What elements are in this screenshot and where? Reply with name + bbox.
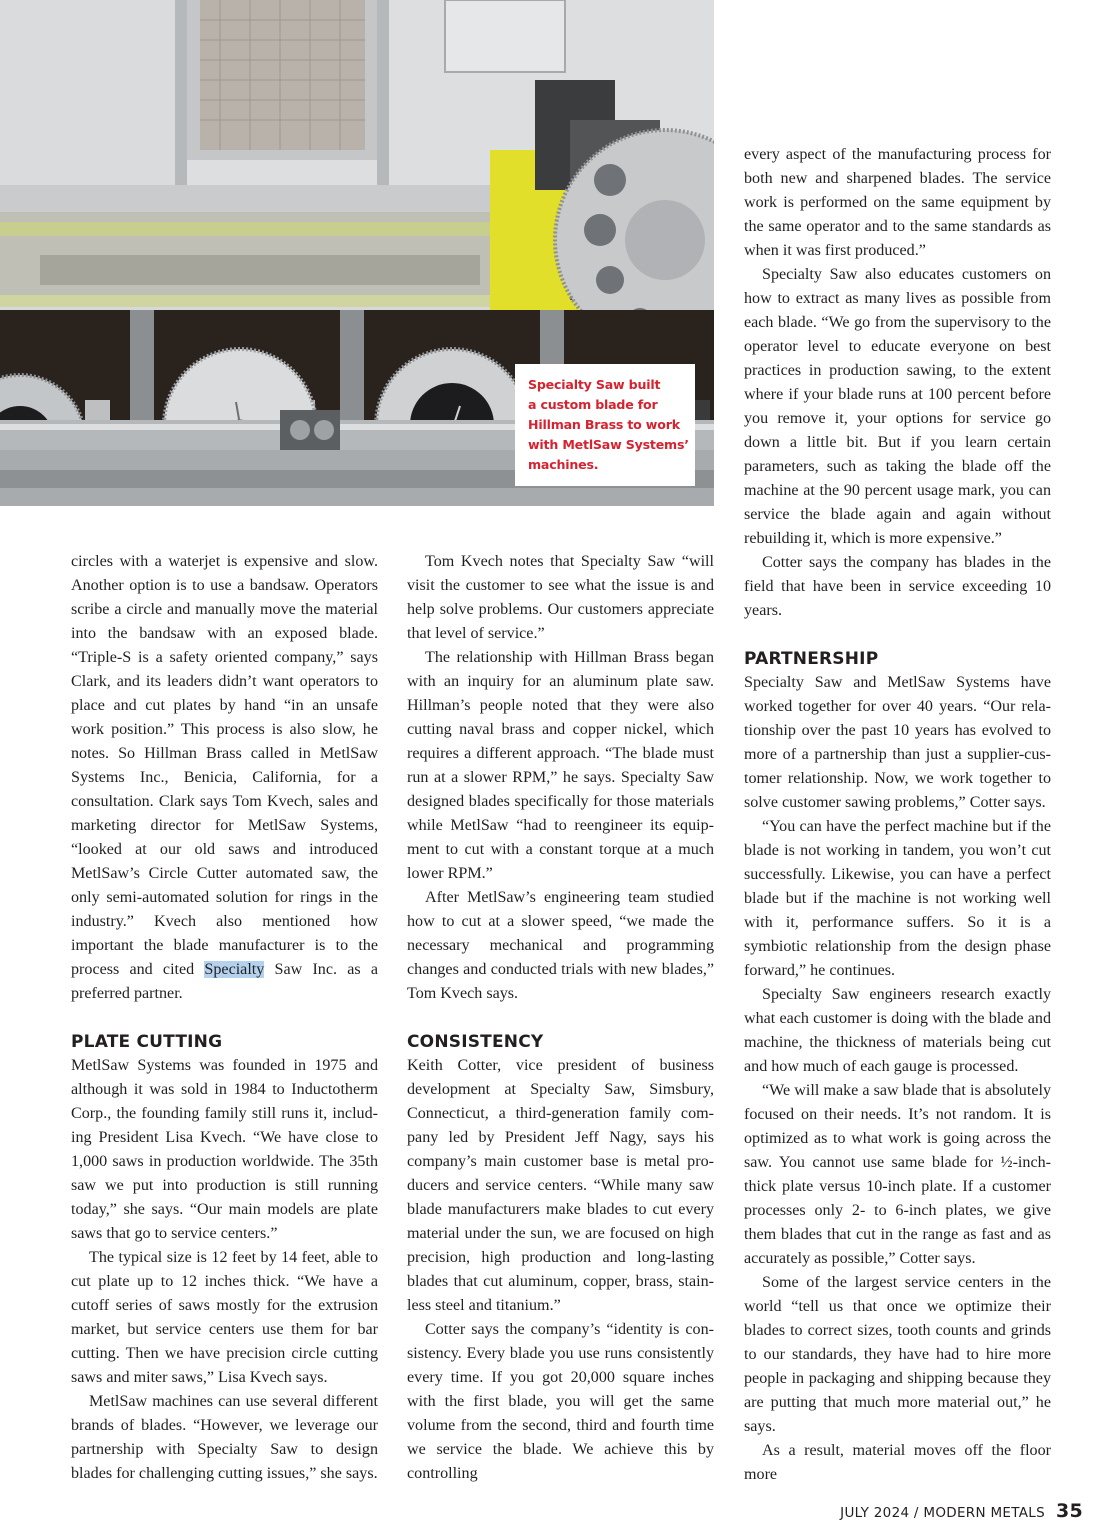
paragraph: Specialty Saw engineers research exactly what each customer is doing with the blade and machine, the thickness of materials being cut and how much of each gauge is processed. — [744, 986, 1051, 1075]
article-column-3 — [744, 143, 1051, 1487]
paragraph: The relationship with Hillman Brass began with an inquiry for an aluminum plate saw. Hillman’s people noted that they were also cutting naval brass and copper nickel, which requires a different approach. “The blade must run at a slower RPM,” he says. Specialty Saw designed blades specifically for those materials while MetlSaw “had to reengineer its equipment to cut with a constant torque at a much lower RPM.” — [407, 649, 714, 882]
paragraph: Some of the largest service centers in the world “tell us that once we optimize their blades to correct sizes, tooth counts and grinds to our standards, they have had to hire more people in packaging and shipping because they are putting that much more material out,” he says. — [744, 1274, 1051, 1435]
paragraph: MetlSaw machines can use several different brands of blades. “However, we leverage our partnership with Specialty Saw to design blades for challenging cutting issues,” she says. — [71, 1393, 378, 1482]
paragraph: As a result, material moves off the floor more — [744, 1442, 1051, 1483]
issue-label: JULY 2024 / MODERN METALS — [840, 1505, 1045, 1521]
paragraph: “You can have the perfect machine but if the blade is not working in tandem, you won’t cut successfully. Likewise, you can have a perfect blade but if the machine is not working well with it, performance suffers. So it is a symbiotic relationship from the design phase forward,” he continues. — [744, 818, 1051, 979]
photo-caption: Specialty Saw built a custom blade for Hillman Brass to work with MetlSaw Systems’ machines. — [528, 377, 689, 472]
paragraph: The typical size is 12 feet by 14 feet, able to cut plate up to 12 inches thick. “We have a cutoff series of saws mostly for the extrusion market, but service centers use them for bar cutting. Then we have precision circle cutting saws and miter saws,” Lisa Kvech says. — [71, 1249, 378, 1386]
article-column-2 — [407, 550, 714, 1486]
paragraph: MetlSaw Systems was founded in 1975 and although it was sold in 1984 to Inductotherm Corp., the founding family still runs it, including President Lisa Kvech. “We have close to 1,000 saws in production worldwide. The 35th saw we put into production is still running today,” she says. “Our main models are plate saws that go to service centers.” — [71, 1057, 378, 1242]
paragraph: Specialty Saw also educates customers on how to extract as many lives as possible from each blade. “We go from the supervisory to the operator level to educate everyone on best practices in production sawing, to the extent where if your blade runs at 100 percent before you remove it, your options for service go down a little bit. But if you learn certain parameters, such as taking the blade off the machine at the 90 percent usage mark, you can service the blade again and again without rebuilding it, which is more expensive.” — [744, 266, 1051, 547]
page-number: 35 — [1055, 1500, 1083, 1522]
text-selection-highlight[interactable]: Specialty — [204, 961, 265, 978]
section-heading-consistency: CONSISTENCY — [407, 1032, 544, 1052]
photo-caption-box — [515, 364, 695, 486]
section-heading-plate-cutting: PLATE CUTTING — [71, 1032, 223, 1052]
page-footer — [840, 1500, 1083, 1522]
paragraph: “We will make a saw blade that is absolutely focused on their needs. It’s not random. It is optimized as to what work is going across the saw. You cannot use same blade for ½-inch-thick plate versus 10-inch plate. If a customer processes only 2- to 6-inch plates, we give them blades that cut in the range as fast and as accurately as possible,” Cotter says. — [744, 1082, 1051, 1267]
paragraph: circles with a waterjet is expensive and slow. Another option is to use a bandsaw. Operators scribe a circle and manually move the material into the bandsaw with an exposed blade. “Triple-S is a safety oriented company,” says Clark, and its leaders didn’t want operators to place and cut plates by hand “in an unsafe work position.” This process is also slow, he notes. So Hillman Brass called in MetlSaw Systems Inc., Benicia, California, for a consultation. Clark says Tom Kvech, sales and marketing director for MetlSaw Systems, “looked at our old saws and introduced MetlSaw’s Circle Cutter automated saw, the only semi-automated solution for rings in the industry.” Kvech also mentioned how important the blade manufacturer is to the process and cited Specialty Saw Inc. as a preferred partner. — [71, 553, 378, 1002]
paragraph: Cotter says the company’s “identity is consistency. Every blade you use runs consistently every time. If you got 20,000 square inches with the first blade, you will get the same volume from the second, third and fourth time we service the blade. We achieve this by controlling — [407, 1321, 714, 1482]
paragraph: Specialty Saw and MetlSaw Systems have worked together for over 40 years. “Our relationship over the past 10 years has evolved to more of a partnership than just a supplier-customer relationship. Now, we work together to solve customer sawing problems,” Cotter says. — [744, 674, 1051, 811]
paragraph: Keith Cotter, vice president of business development at Specialty Saw, Simsbury, Connecticut, a third-generation family company led by President Jeff Nagy, says his company’s main customer base is metal producers and service centers. “While many saw blade manufacturers make blades to cut every material under the sun, we are focused on high precision, high production and long-lasting blades that cut aluminum, copper, brass, stainless steel and titanium.” — [407, 1057, 714, 1314]
paragraph: After MetlSaw’s engineering team studied how to cut at a slower speed, “we made the necessary mechanical and programming changes and conducted trials with new blades,” Tom Kvech says. — [407, 889, 714, 1002]
paragraph: Cotter says the company has blades in the field that have been in service exceeding 10 years. — [744, 554, 1051, 619]
paragraph: every aspect of the manufacturing process for both new and sharpened blades. The service work is performed on the same equipment by the same operator and to the same standards as when it was first produced.” — [744, 146, 1051, 259]
section-heading-partnership: PARTNERSHIP — [744, 649, 879, 669]
article-photo — [0, 0, 714, 506]
article-column-1 — [71, 550, 378, 1486]
paragraph: Tom Kvech notes that Specialty Saw “will visit the customer to see what the issue is and help solve problems. Our customers appreciate that level of service.” — [407, 553, 714, 642]
